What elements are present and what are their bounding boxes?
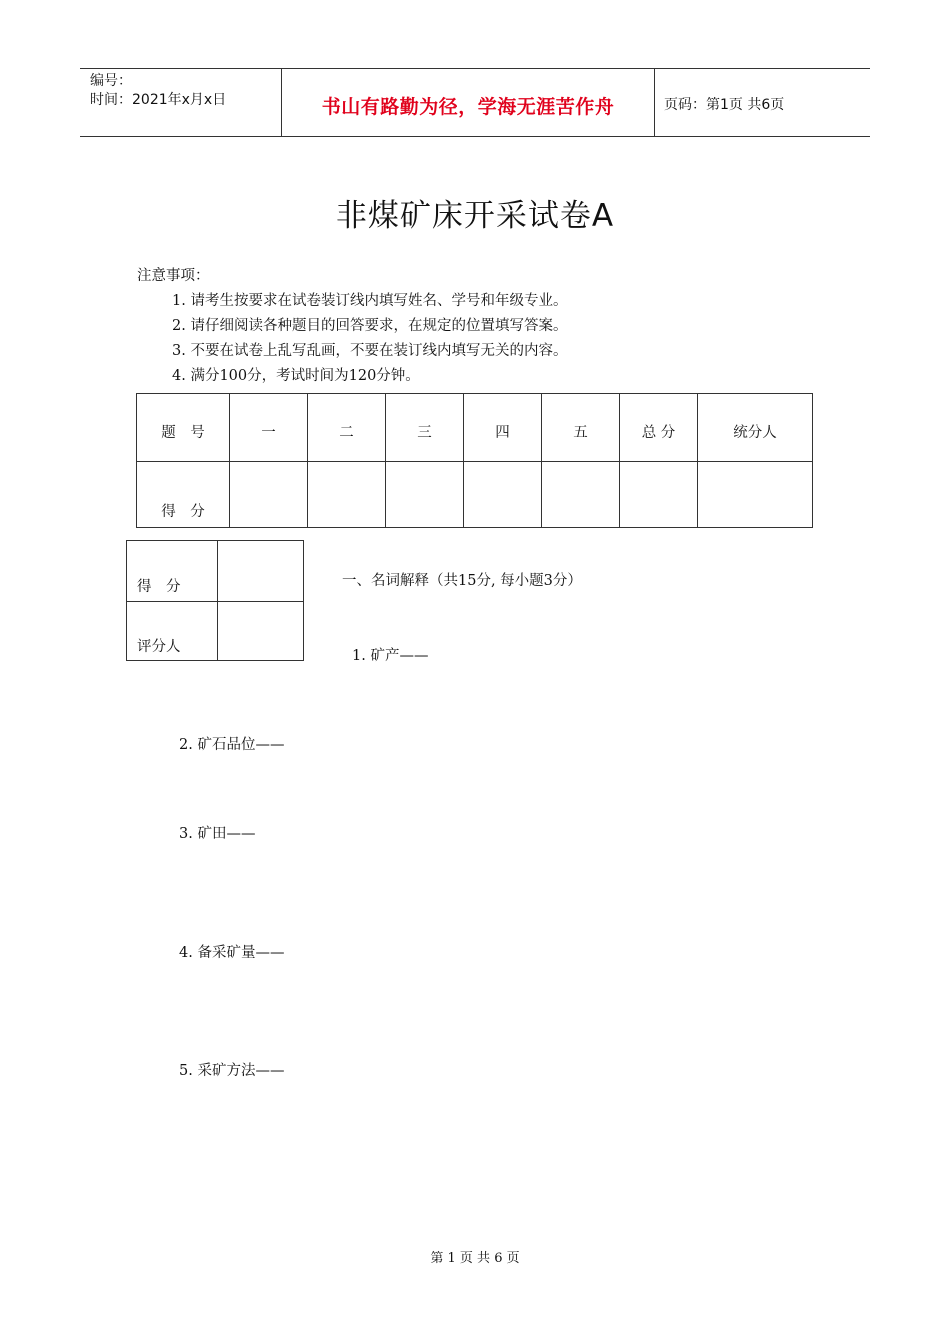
note-item: 4. 满分100分，考试时间为120分钟。	[172, 368, 420, 384]
note-item: 2. 请仔细阅读各种题目的回答要求，在规定的位置填写答案。	[172, 318, 568, 334]
score-header-cell: 一	[230, 394, 308, 462]
score-table	[136, 393, 813, 528]
grader-score-cell[interactable]	[218, 541, 304, 602]
question-item: 4. 备采矿量——	[179, 945, 285, 961]
score-header-cell: 二	[308, 394, 386, 462]
header-page-info: 页码：第1页 共6页	[664, 97, 785, 113]
header-time-label: 时间：2021年x月x日	[90, 92, 227, 108]
score-input-cell[interactable]	[698, 462, 813, 528]
score-row-label: 得 分	[137, 462, 230, 528]
score-header-cell: 五	[542, 394, 620, 462]
question-item: 1. 矿产——	[352, 648, 429, 664]
note-item: 1. 请考生按要求在试卷装订线内填写姓名、学号和年级专业。	[172, 293, 568, 309]
note-item: 3. 不要在试卷上乱写乱画，不要在装订线内填写无关的内容。	[172, 343, 568, 359]
header-number-label: 编号：	[90, 73, 132, 89]
score-input-cell[interactable]	[386, 462, 464, 528]
notes-heading: 注意事项：	[137, 268, 210, 284]
question-item: 3. 矿田——	[179, 826, 256, 842]
score-header-cell: 四	[464, 394, 542, 462]
score-input-cell[interactable]	[230, 462, 308, 528]
grader-box	[126, 540, 304, 661]
score-table-header-row	[137, 394, 813, 462]
grader-name-label: 评分人	[127, 602, 218, 661]
grader-name-cell[interactable]	[218, 602, 304, 661]
score-table-score-row	[137, 462, 813, 528]
page-footer: 第 1 页 共 6 页	[430, 1251, 520, 1266]
score-header-cell: 三	[386, 394, 464, 462]
grader-score-label: 得 分	[127, 541, 218, 602]
score-input-cell[interactable]	[308, 462, 386, 528]
question-item: 5. 采矿方法——	[179, 1063, 285, 1079]
score-input-cell[interactable]	[620, 462, 698, 528]
header-motto: 书山有路勤为径，学海无涯苦作舟	[321, 96, 615, 118]
score-header-cell: 题 号	[137, 394, 230, 462]
header-divider-right	[654, 68, 655, 136]
question-item: 2. 矿石品位——	[179, 737, 285, 753]
score-header-cell: 统分人	[698, 394, 813, 462]
page-title: 非煤矿床开采试卷A	[335, 198, 615, 234]
header-meta	[90, 72, 226, 110]
score-input-cell[interactable]	[542, 462, 620, 528]
score-input-cell[interactable]	[464, 462, 542, 528]
score-header-cell: 总 分	[620, 394, 698, 462]
section-heading: 一、名词解释（共15分, 每小题3分）	[342, 573, 582, 589]
header-top-rule	[80, 68, 870, 69]
header-bottom-rule	[80, 136, 870, 137]
